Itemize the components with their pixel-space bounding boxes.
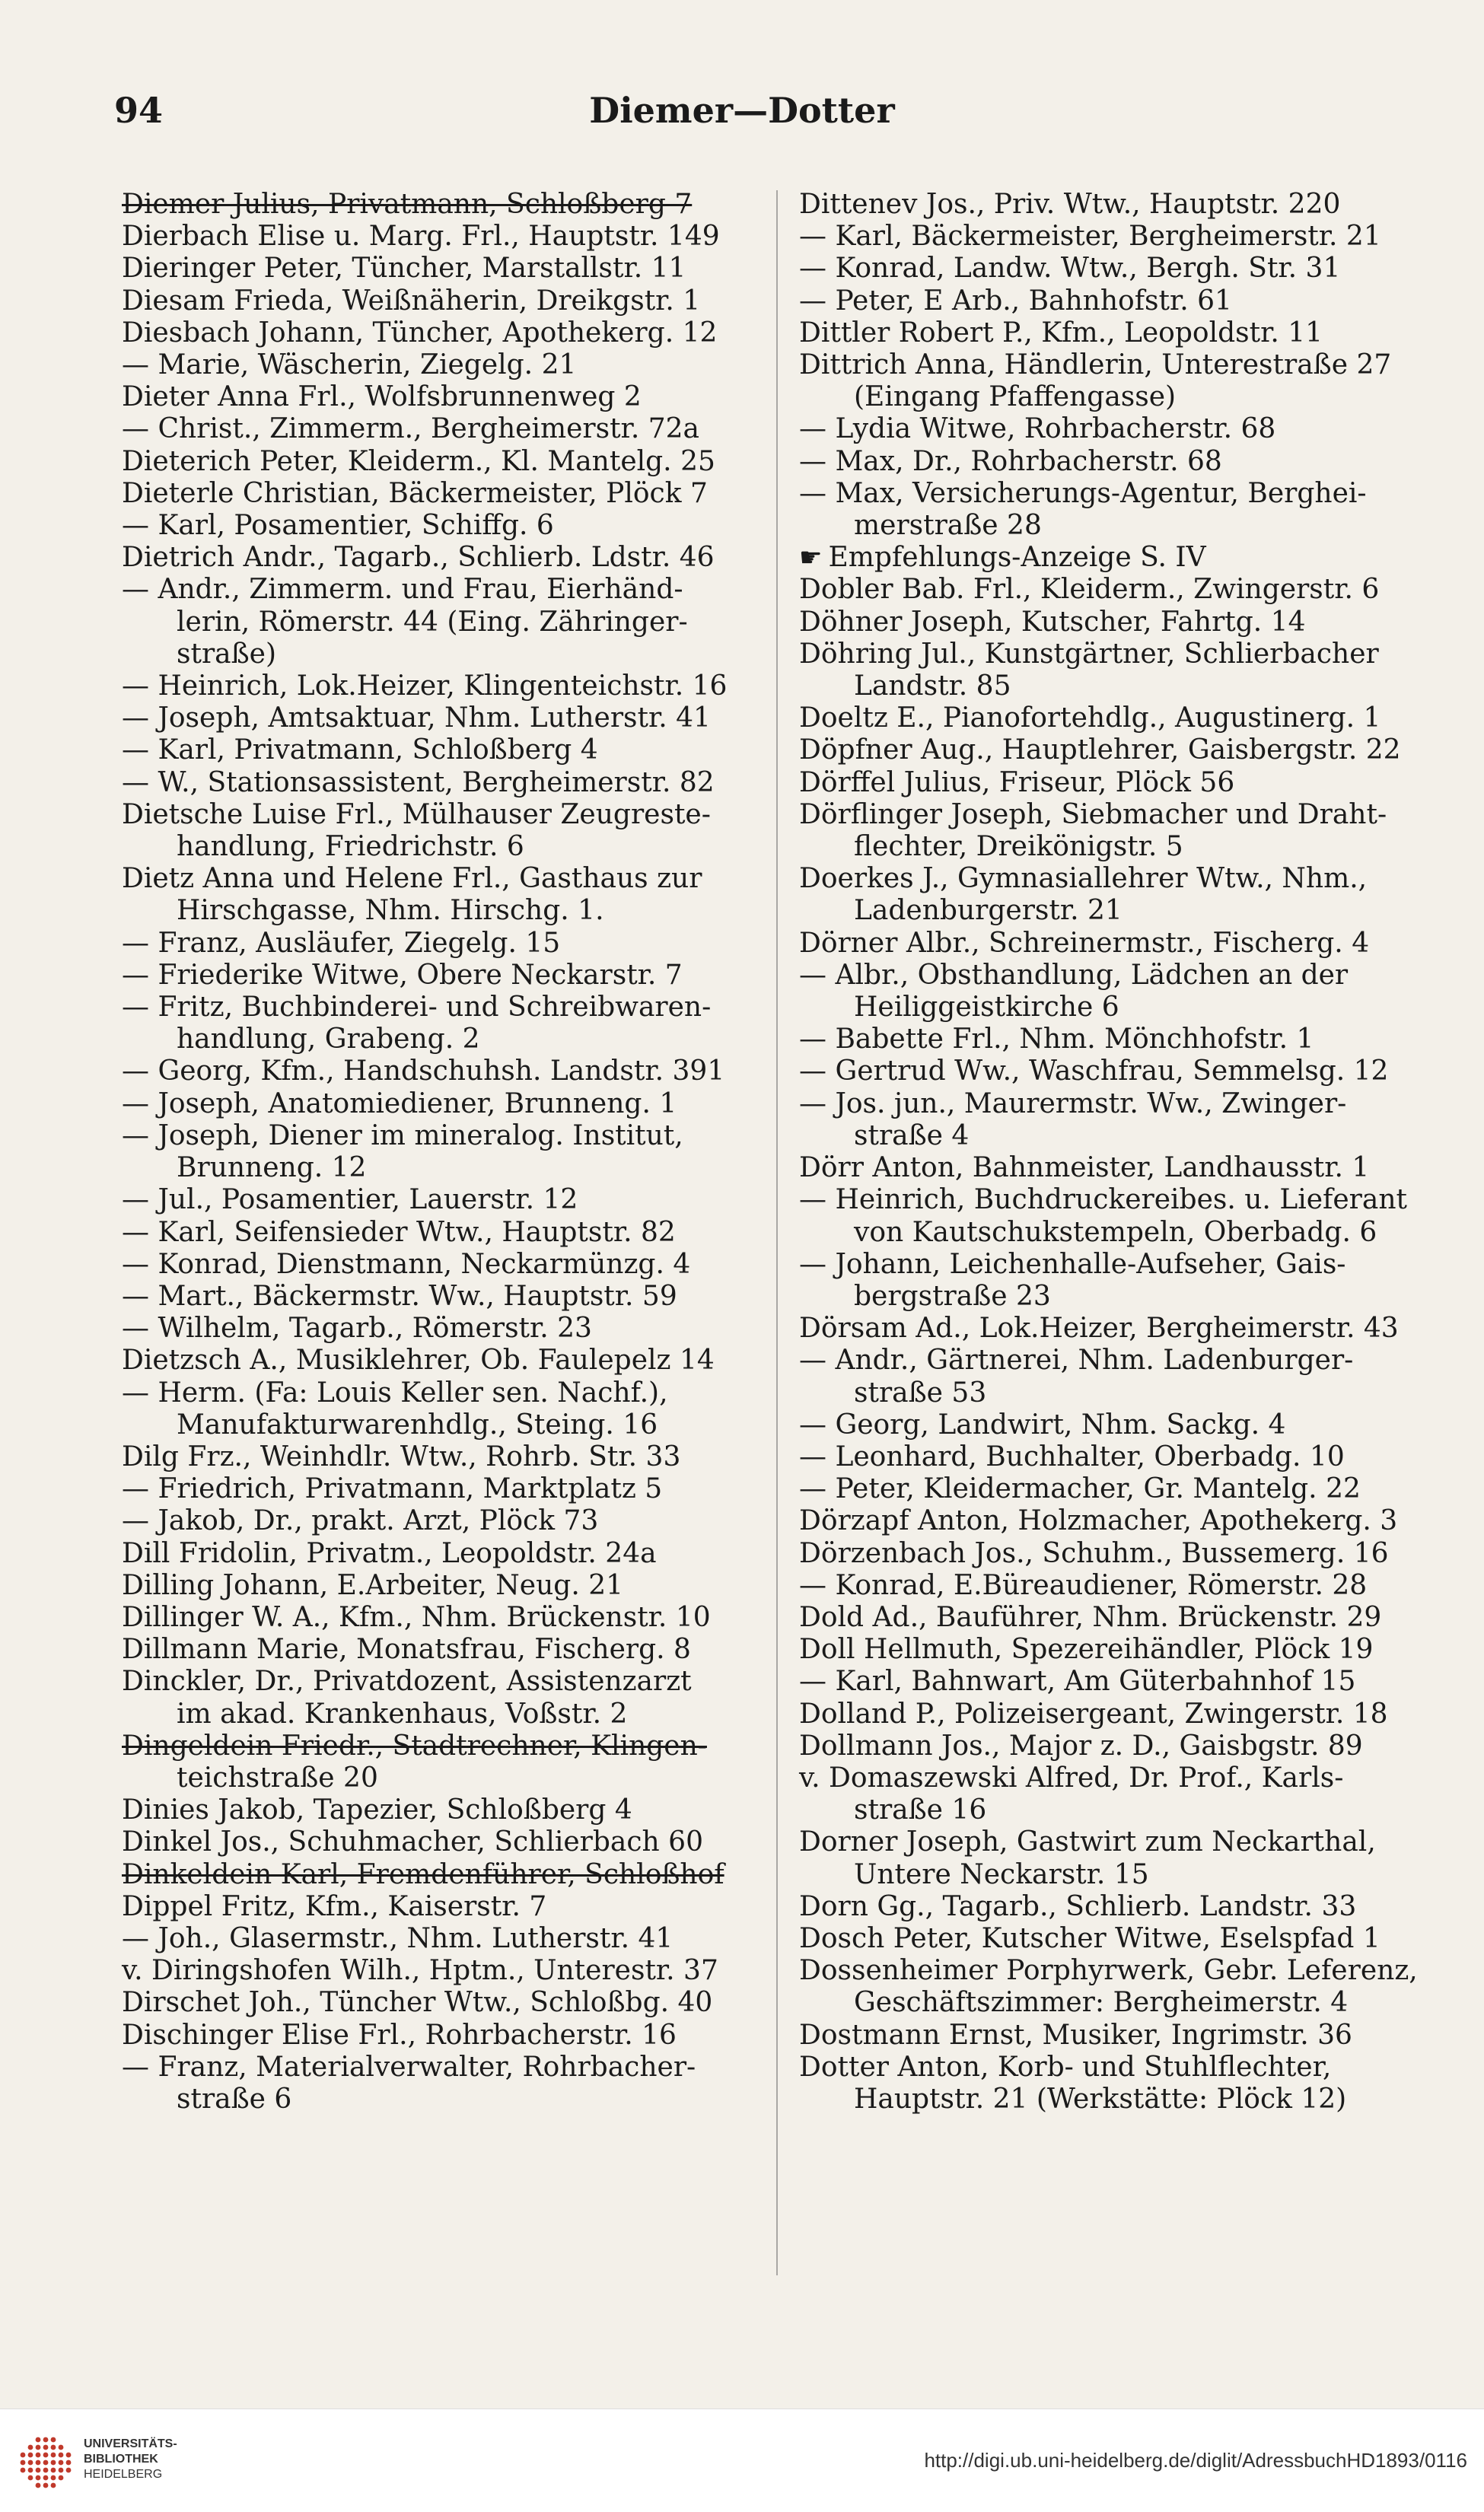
logo-dot xyxy=(43,2475,49,2481)
entry-text: — Karl, Bäckermeister, Bergheimerstr. 21 xyxy=(799,221,1381,253)
directory-entry xyxy=(799,285,1438,317)
logo-dot xyxy=(21,2453,26,2458)
entry-text: Dossenheimer Porphyrwerk, Gebr. Leferenz, xyxy=(799,1955,1418,1987)
directory-entry xyxy=(122,478,746,510)
entry-text: — Jos. jun., Maurermstr. Ww., Zwinger- xyxy=(799,1087,1347,1119)
entry-text: Dillmann Marie, Monatsfrau, Fischerg. 8 xyxy=(122,1634,691,1666)
entry-text: Dieringer Peter, Tüncher, Marstallstr. 11 xyxy=(122,253,686,285)
entry-continuation xyxy=(799,1377,1438,1409)
entry-text: — Joh., Glasermstr., Nhm. Lutherstr. 41 xyxy=(122,1922,674,1954)
entry-text: Landstr. 85 xyxy=(854,670,1011,702)
entry-text: straße 53 xyxy=(854,1377,987,1409)
directory-entry xyxy=(799,2020,1438,2052)
entry-text: — Leonhard, Buchhalter, Oberbadg. 10 xyxy=(799,1441,1345,1472)
logo-dot xyxy=(43,2483,49,2488)
directory-entry xyxy=(122,734,746,766)
entry-text: — Jul., Posamentier, Lauerstr. 12 xyxy=(122,1184,578,1216)
entry-text: Döhring Jul., Kunstgärtner, Schlierbacher xyxy=(799,638,1379,670)
logo-dot xyxy=(66,2468,72,2473)
directory-entry xyxy=(122,446,746,478)
entry-text: — Jakob, Dr., prakt. Arzt, Plöck 73 xyxy=(122,1505,599,1537)
entry-continuation xyxy=(122,607,746,638)
directory-entry xyxy=(799,1923,1438,1955)
directory-entry xyxy=(122,1955,746,1987)
directory-entry xyxy=(122,221,746,253)
entry-continuation xyxy=(122,1152,746,1184)
directory-entry xyxy=(799,1313,1438,1345)
entry-text: — Heinrich, Lok.Heizer, Klingenteichstr. 16 xyxy=(122,670,728,702)
logo-dot xyxy=(43,2453,49,2458)
directory-entry xyxy=(799,1473,1438,1505)
entry-text: Dietrich Andr., Tagarb., Schlierb. Ldstr. 46 xyxy=(122,542,715,574)
directory-entry xyxy=(799,1409,1438,1441)
directory-entry xyxy=(799,1249,1438,1281)
entry-text: Dinkel Jos., Schuhmacher, Schlierbach 60 xyxy=(122,1826,703,1858)
logo-dot xyxy=(21,2468,26,2473)
entry-text: flechter, Dreikönigstr. 5 xyxy=(854,831,1183,863)
directory-entry xyxy=(122,1313,746,1345)
entry-continuation xyxy=(799,1217,1438,1249)
entry-text: — Friedrich, Privatmann, Marktplatz 5 xyxy=(122,1473,663,1505)
entry-text: — Christ., Zimmerm., Bergheimerstr. 72a xyxy=(122,413,699,445)
entry-text: — Karl, Bahnwart, Am Güterbahnhof 15 xyxy=(799,1666,1356,1698)
directory-entry xyxy=(122,1281,746,1313)
entry-text: Dosch Peter, Kutscher Witwe, Eselspfad 1 xyxy=(799,1922,1381,1954)
directory-entry xyxy=(122,1184,746,1216)
entry-text: handlung, Friedrichstr. 6 xyxy=(177,831,524,863)
directory-entry xyxy=(122,1538,746,1570)
entry-text: — Fritz, Buchbinderei- und Schreibwaren- xyxy=(122,992,712,1024)
entry-text: — Konrad, Landw. Wtw., Bergh. Str. 31 xyxy=(799,253,1341,285)
directory-entry xyxy=(122,1505,746,1537)
entry-text: Empfehlungs-Anzeige S. IV xyxy=(828,542,1206,574)
entry-continuation xyxy=(799,1281,1438,1313)
directory-entry xyxy=(122,189,746,221)
directory-entry xyxy=(122,1634,746,1666)
entry-continuation xyxy=(799,831,1438,863)
entry-continuation xyxy=(122,1024,746,1055)
directory-entry xyxy=(122,1249,746,1281)
column-divider xyxy=(776,190,778,2275)
logo-dot xyxy=(51,2453,56,2458)
entry-text: — Georg, Landwirt, Nhm. Sackg. 4 xyxy=(799,1409,1286,1441)
page-title: Diemer—Dotter xyxy=(589,90,895,131)
entry-text: — Karl, Posamentier, Schiffg. 6 xyxy=(122,510,554,542)
directory-entry xyxy=(122,1473,746,1505)
entry-text: Doll Hellmuth, Spezereihändler, Plöck 19 xyxy=(799,1634,1374,1666)
logo-dot xyxy=(51,2460,56,2466)
entry-text: Dittrich Anna, Händlerin, Unterestraße 27 xyxy=(799,349,1392,381)
footer-bar xyxy=(0,2409,1484,2512)
entry-text: Dietz Anna und Helene Frl., Gasthaus zur xyxy=(122,863,702,895)
entry-text: Hauptstr. 21 (Werkstätte: Plöck 12) xyxy=(854,2083,1347,2115)
directory-entry xyxy=(799,638,1438,670)
directory-entry xyxy=(799,928,1438,960)
entry-text: straße 4 xyxy=(854,1119,970,1151)
entry-text: Doeltz E., Pianofortehdlg., Augustinerg. 1 xyxy=(799,702,1381,734)
entry-continuation xyxy=(799,1794,1438,1826)
entry-text: Dörflinger Joseph, Siebmacher und Draht- xyxy=(799,798,1387,830)
directory-entry xyxy=(122,992,746,1024)
logo-dot xyxy=(28,2460,33,2466)
entry-text: Dobler Bab. Frl., Kleiderm., Zwingerstr. 6 xyxy=(799,574,1380,606)
logo-dot xyxy=(51,2437,56,2443)
entry-text: Geschäftszimmer: Bergheimerstr. 4 xyxy=(854,1987,1349,2019)
entry-continuation xyxy=(122,895,746,927)
entry-text: Diesbach Johann, Tüncher, Apothekerg. 12 xyxy=(122,317,718,349)
directory-entry xyxy=(799,1184,1438,1216)
entry-text: — Georg, Kfm., Handschuhsh. Landstr. 391 xyxy=(122,1055,725,1087)
directory-entry xyxy=(799,1730,1438,1762)
logo-dot xyxy=(51,2483,56,2488)
entry-text: Diemer Julius, Privatmann, Schloßberg 7 xyxy=(122,189,693,220)
entry-continuation xyxy=(799,992,1438,1024)
entry-continuation xyxy=(122,1409,746,1441)
directory-entry xyxy=(122,1570,746,1602)
entry-continuation xyxy=(799,1859,1438,1891)
entry-text: — Joseph, Amtsaktuar, Nhm. Lutherstr. 41 xyxy=(122,702,711,734)
entry-text: — Peter, E Arb., Bahnhofstr. 61 xyxy=(799,285,1232,317)
entry-text: — Franz, Ausläufer, Ziegelg. 15 xyxy=(122,927,561,959)
entry-text: Dill Fridolin, Privatm., Leopoldstr. 24a xyxy=(122,1537,657,1569)
logo-dot xyxy=(66,2460,72,2466)
directory-entry xyxy=(122,510,746,542)
directory-entry xyxy=(122,1377,746,1409)
entry-text: Dorn Gg., Tagarb., Schlierb. Landstr. 33 xyxy=(799,1890,1357,1922)
entry-text: — Karl, Privatmann, Schloßberg 4 xyxy=(122,734,598,766)
directory-entry xyxy=(799,189,1438,221)
directory-entry xyxy=(122,1923,746,1955)
library-name-line-3: HEIDELBERG xyxy=(84,2468,163,2481)
directory-entry xyxy=(122,863,746,895)
entry-text: Dörner Albr., Schreinermstr., Fischerg. 4 xyxy=(799,927,1370,959)
entry-text: Hirschgasse, Nhm. Hirschg. 1. xyxy=(177,895,604,927)
entry-continuation xyxy=(799,1987,1438,2019)
logo-dot xyxy=(66,2453,72,2458)
logo-dot xyxy=(28,2475,33,2481)
directory-entry xyxy=(799,413,1438,445)
logo-dot xyxy=(43,2445,49,2450)
directory-entry xyxy=(799,1538,1438,1570)
entry-text: bergstraße 23 xyxy=(854,1280,1051,1312)
library-name-line-1: UNIVERSITÄTS- xyxy=(84,2437,177,2450)
entry-text: — Joseph, Anatomiediener, Brunneng. 1 xyxy=(122,1087,677,1119)
directory-entry xyxy=(122,542,746,574)
entry-text: — Johann, Leichenhalle-Aufseher, Gais- xyxy=(799,1248,1346,1280)
directory-entry xyxy=(122,1055,746,1087)
directory-entry xyxy=(122,1666,746,1698)
entry-text: — W., Stationsassistent, Bergheimerstr. 82 xyxy=(122,766,715,798)
entry-text: Dieterle Christian, Bäckermeister, Plöck 7 xyxy=(122,477,708,509)
entry-text: straße 6 xyxy=(177,2083,292,2115)
entry-continuation xyxy=(799,895,1438,927)
directory-entry xyxy=(122,2052,746,2084)
entry-text: Ladenburgerstr. 21 xyxy=(854,895,1123,927)
entry-text: — Marie, Wäscherin, Ziegelg. 21 xyxy=(122,349,577,381)
directory-entry xyxy=(122,1088,746,1120)
entry-text: Dostmann Ernst, Musiker, Ingrimstr. 36 xyxy=(799,2019,1352,2051)
directory-entry xyxy=(122,1345,746,1377)
entry-continuation xyxy=(799,670,1438,702)
entry-text: Döpfner Aug., Hauptlehrer, Gaisbergstr. 22 xyxy=(799,734,1401,766)
entry-text: — Wilhelm, Tagarb., Römerstr. 23 xyxy=(122,1313,592,1345)
logo-dot xyxy=(36,2483,41,2488)
logo-dot xyxy=(51,2445,56,2450)
directory-entry xyxy=(799,1570,1438,1602)
entry-text: teichstraße 20 xyxy=(177,1762,378,1794)
entry-text: — Konrad, E.Büreaudiener, Römerstr. 28 xyxy=(799,1569,1368,1601)
entry-text: Dinies Jakob, Tapezier, Schloßberg 4 xyxy=(122,1794,632,1826)
entry-text: — Max, Versicherungs-Agentur, Berghei- xyxy=(799,477,1367,509)
entry-text: — Heinrich, Buchdruckereibes. u. Lieferant xyxy=(799,1184,1407,1216)
directory-entry xyxy=(799,446,1438,478)
entry-text: Dietsche Luise Frl., Mülhauser Zeugreste- xyxy=(122,798,711,830)
directory-entry xyxy=(799,2052,1438,2084)
directory-entry xyxy=(799,1055,1438,1087)
entry-text: Dingeldein Friedr., Stadtrechner, Klingen- xyxy=(122,1730,707,1762)
entry-text: Dotter Anton, Korb- und Stuhlflechter, xyxy=(799,2051,1332,2083)
university-library-logo-icon xyxy=(15,2432,76,2493)
entry-text: Dischinger Elise Frl., Rohrbacherstr. 16 xyxy=(122,2019,677,2051)
directory-entry xyxy=(799,542,1438,574)
directory-entry xyxy=(122,1602,746,1634)
entry-text: Dilg Frz., Weinhdlr. Wtw., Rohrb. Str. 33 xyxy=(122,1441,681,1472)
directory-entry xyxy=(799,1441,1438,1473)
entry-text: Dinkeldein Karl, Fremdenführer, Schloßhof xyxy=(122,1858,724,1890)
directory-entry xyxy=(122,253,746,285)
logo-dot xyxy=(28,2445,33,2450)
directory-entry xyxy=(122,413,746,445)
directory-entry xyxy=(799,221,1438,253)
entry-text: — Konrad, Dienstmann, Neckarmünzg. 4 xyxy=(122,1248,691,1280)
directory-entry xyxy=(122,285,746,317)
page-header xyxy=(114,90,1370,151)
entry-text: Diesam Frieda, Weißnäherin, Dreikgstr. 1 xyxy=(122,285,701,317)
logo-dot xyxy=(59,2468,64,2473)
entry-text: Untere Neckarstr. 15 xyxy=(854,1858,1149,1890)
entry-text: — Andr., Zimmerm. und Frau, Eierhänd- xyxy=(122,574,683,606)
entry-text: Manufakturwarenhdlg., Steing. 16 xyxy=(177,1409,658,1441)
directory-entry xyxy=(122,799,746,831)
directory-entry xyxy=(799,1699,1438,1730)
entry-text: von Kautschukstempeln, Oberbadg. 6 xyxy=(854,1216,1377,1248)
entry-text: — Mart., Bäckermstr. Ww., Hauptstr. 59 xyxy=(122,1280,677,1312)
entry-text: Dörffel Julius, Friseur, Plöck 56 xyxy=(799,766,1235,798)
entry-text: Dolland P., Polizeisergeant, Zwingerstr. 18 xyxy=(799,1698,1388,1730)
entry-text: — Max, Dr., Rohrbacherstr. 68 xyxy=(799,445,1222,477)
directory-entry xyxy=(799,1088,1438,1120)
directory-entry xyxy=(799,1505,1438,1537)
entry-text: straße 16 xyxy=(854,1794,987,1826)
directory-entry xyxy=(799,574,1438,606)
entry-continuation xyxy=(122,831,746,863)
entry-text: v. Domaszewski Alfred, Dr. Prof., Karls- xyxy=(799,1762,1344,1794)
directory-entry xyxy=(122,1120,746,1152)
directory-entry xyxy=(122,1891,746,1923)
logo-dot xyxy=(36,2437,41,2443)
directory-entry xyxy=(799,702,1438,734)
logo-dot xyxy=(36,2445,41,2450)
logo-dot xyxy=(43,2468,49,2473)
entry-text: Dieterich Peter, Kleiderm., Kl. Mantelg. 25 xyxy=(122,445,715,477)
directory-entry xyxy=(122,767,746,799)
directory-entry xyxy=(799,799,1438,831)
logo-dot xyxy=(59,2460,64,2466)
entry-continuation xyxy=(122,1699,746,1730)
directory-entry xyxy=(122,1441,746,1473)
entry-continuation xyxy=(122,1762,746,1794)
entry-text: Dierbach Elise u. Marg. Frl., Hauptstr. 149 xyxy=(122,221,720,253)
entry-text: Dillinger W. A., Kfm., Nhm. Brückenstr. 10 xyxy=(122,1601,711,1633)
entry-text: v. Diringshofen Wilh., Hptm., Unterestr. 37 xyxy=(122,1955,718,1987)
directory-entry xyxy=(122,928,746,960)
entry-continuation xyxy=(799,2084,1438,2116)
page-number: 94 xyxy=(114,90,164,131)
directory-entry xyxy=(122,317,746,349)
left-column xyxy=(122,189,746,2116)
directory-entry xyxy=(799,960,1438,992)
logo-dot xyxy=(43,2437,49,2443)
entry-text: Dörzapf Anton, Holzmacher, Apothekerg. 3 xyxy=(799,1505,1398,1537)
entry-text: — Babette Frl., Nhm. Mönchhofstr. 1 xyxy=(799,1024,1314,1055)
logo-dot xyxy=(28,2453,33,2458)
entry-text: Dörsam Ad., Lok.Heizer, Bergheimerstr. 43 xyxy=(799,1313,1399,1345)
directory-entry xyxy=(799,349,1438,381)
directory-entry xyxy=(799,1345,1438,1377)
directory-entry xyxy=(799,1634,1438,1666)
directory-entry xyxy=(799,1891,1438,1923)
logo-dot xyxy=(36,2475,41,2481)
entry-text: im akad. Krankenhaus, Voßstr. 2 xyxy=(177,1698,628,1730)
directory-entry xyxy=(122,1217,746,1249)
entry-text: Heiliggeistkirche 6 xyxy=(854,992,1119,1024)
library-name xyxy=(84,2437,177,2482)
entry-text: Dold Ad., Bauführer, Nhm. Brückenstr. 29 xyxy=(799,1601,1382,1633)
entry-text: — Albr., Obsthandlung, Lädchen an der xyxy=(799,959,1349,991)
entry-text: Dietzsch A., Musiklehrer, Ob. Faulepelz 14 xyxy=(122,1345,715,1377)
entry-text: Dilling Johann, E.Arbeiter, Neug. 21 xyxy=(122,1569,624,1601)
logo-dot xyxy=(43,2460,49,2466)
entry-text: — Peter, Kleidermacher, Gr. Mantelg. 22 xyxy=(799,1473,1361,1505)
directory-entry xyxy=(122,381,746,413)
directory-entry xyxy=(122,1987,746,2019)
entry-text: merstraße 28 xyxy=(854,510,1042,542)
directory-entry xyxy=(122,960,746,992)
entry-continuation xyxy=(799,510,1438,542)
directory-entry xyxy=(799,478,1438,510)
directory-entry xyxy=(799,1024,1438,1055)
logo-dot xyxy=(36,2453,41,2458)
entry-text: — Lydia Witwe, Rohrbacherstr. 68 xyxy=(799,413,1276,445)
entry-text: — Joseph, Diener im mineralog. Institut, xyxy=(122,1119,683,1151)
directory-entry xyxy=(122,1730,746,1762)
logo-dot xyxy=(59,2475,64,2481)
entry-text: — Karl, Seifensieder Wtw., Hauptstr. 82 xyxy=(122,1216,676,1248)
directory-entry xyxy=(799,317,1438,349)
directory-entry xyxy=(122,574,746,606)
entry-text: Dittler Robert P., Kfm., Leopoldstr. 11 xyxy=(799,317,1323,349)
entry-text: — Herm. (Fa: Louis Keller sen. Nachf.), xyxy=(122,1377,668,1409)
logo-dot xyxy=(28,2468,33,2473)
directory-entry xyxy=(799,1955,1438,1987)
entry-text: Doerkes J., Gymnasiallehrer Wtw., Nhm., xyxy=(799,863,1368,895)
entry-continuation xyxy=(799,381,1438,413)
logo-dot xyxy=(36,2460,41,2466)
entry-text: Dorner Joseph, Gastwirt zum Neckarthal, xyxy=(799,1826,1376,1858)
directory-entry xyxy=(799,1152,1438,1184)
directory-entry xyxy=(122,349,746,381)
entry-text: Dörr Anton, Bahnmeister, Landhausstr. 1 xyxy=(799,1152,1370,1184)
entry-text: Dirschet Joh., Tüncher Wtw., Schloßbg. 40 xyxy=(122,1987,713,2019)
source-url-link[interactable]: http://digi.ub.uni-heidelberg.de/diglit/AdressbuchHD1893/0116 xyxy=(924,2449,1467,2472)
entry-text: (Eingang Pfaffengasse) xyxy=(854,381,1177,413)
entry-text: — Friederike Witwe, Obere Neckarstr. 7 xyxy=(122,959,683,991)
entry-continuation xyxy=(122,638,746,670)
directory-entry xyxy=(799,767,1438,799)
entry-text: lerin, Römerstr. 44 (Eing. Zähringer- xyxy=(177,606,688,638)
directory-entry xyxy=(799,607,1438,638)
directory-entry xyxy=(122,1794,746,1826)
directory-entry xyxy=(122,1826,746,1858)
logo-dot xyxy=(59,2445,64,2450)
entry-text: Dörzenbach Jos., Schuhm., Bussemerg. 16 xyxy=(799,1537,1389,1569)
right-column xyxy=(799,189,1438,2116)
entry-continuation xyxy=(799,1120,1438,1152)
directory-entry xyxy=(122,702,746,734)
entry-continuation xyxy=(122,2084,746,2116)
directory-entry xyxy=(799,1602,1438,1634)
directory-entry xyxy=(799,1762,1438,1794)
directory-entry xyxy=(799,734,1438,766)
library-name-line-2: BIBLIOTHEK xyxy=(84,2453,158,2466)
logo-dot xyxy=(21,2460,26,2466)
entry-text: straße) xyxy=(177,638,277,670)
directory-entry xyxy=(799,863,1438,895)
entry-text: — Franz, Materialverwalter, Rohrbacher- xyxy=(122,2051,696,2083)
directory-entry xyxy=(799,253,1438,285)
entry-text: Dollmann Jos., Major z. D., Gaisbgstr. 89 xyxy=(799,1730,1363,1762)
entry-text: Dippel Fritz, Kfm., Kaiserstr. 7 xyxy=(122,1890,547,1922)
logo-dot xyxy=(36,2468,41,2473)
logo-dot xyxy=(51,2475,56,2481)
entry-text: Brunneng. 12 xyxy=(177,1152,367,1184)
directory-entry xyxy=(122,670,746,702)
entry-text: handlung, Grabeng. 2 xyxy=(177,1024,480,1055)
directory-entry xyxy=(799,1666,1438,1698)
logo-dot xyxy=(51,2468,56,2473)
logo-dot xyxy=(59,2453,64,2458)
entry-text: — Andr., Gärtnerei, Nhm. Ladenburger- xyxy=(799,1345,1354,1377)
entry-text: — Gertrud Ww., Waschfrau, Semmelsg. 12 xyxy=(799,1055,1389,1087)
entry-text: Dittenev Jos., Priv. Wtw., Hauptstr. 220 xyxy=(799,189,1341,220)
entry-text: Dieter Anna Frl., Wolfsbrunnenweg 2 xyxy=(122,381,642,413)
pointing-hand-icon: ☛ xyxy=(799,543,823,574)
directory-entry xyxy=(122,1859,746,1891)
entry-text: Döhner Joseph, Kutscher, Fahrtg. 14 xyxy=(799,606,1306,638)
directory-entry xyxy=(799,1826,1438,1858)
entry-text: Dinckler, Dr., Privatdozent, Assistenzarzt xyxy=(122,1666,692,1698)
directory-entry xyxy=(122,2020,746,2052)
